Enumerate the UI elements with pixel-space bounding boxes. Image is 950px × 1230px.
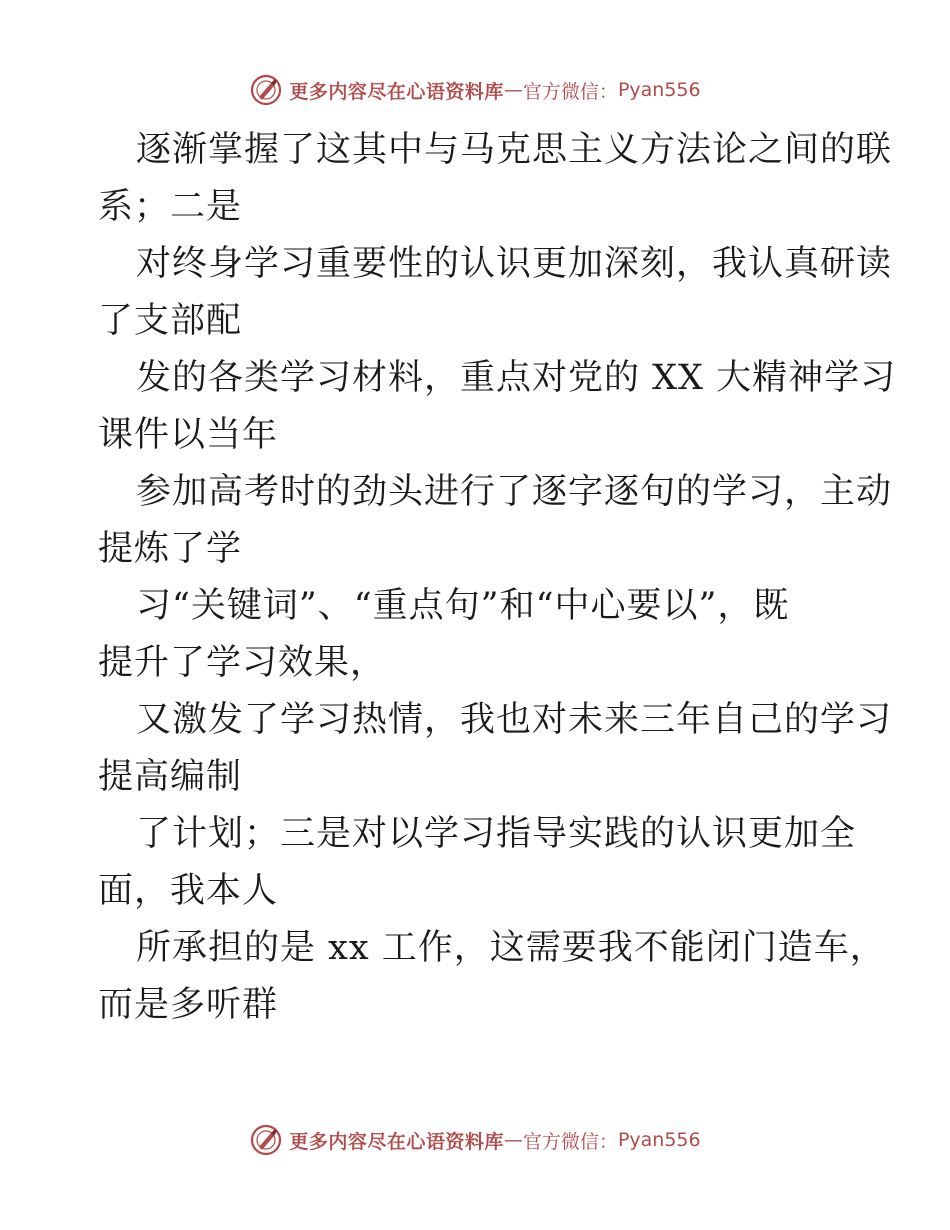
watermark-wechat-label: 官方微信：: [522, 80, 618, 103]
body-line: 逐渐掌握了这其中与马克思主义方法论之间的联: [136, 130, 893, 170]
body-line: 而是多听群: [98, 985, 279, 1025]
footer-watermark: [0, 1122, 950, 1158]
body-line: 所承担的是 xx 工作，这需要我不能闭门造车，: [136, 928, 886, 968]
watermark-wechat-id: Pyan556: [617, 79, 701, 101]
body-line: 习“关键词”、“重点句”和“中心要以”，既: [136, 586, 790, 626]
watermark-brand: 更多内容尽在心语资料库: [289, 1130, 504, 1153]
body-line: 系；二是: [98, 187, 243, 227]
body-line: 对终身学习重要性的认识更加深刻，我认真研读: [136, 244, 893, 284]
watermark-wechat-label: 官方微信：: [522, 1130, 618, 1153]
body-line: 了支部配: [98, 301, 243, 341]
pen-logo-icon: [249, 1123, 283, 1157]
body-line: 发的各类学习材料，重点对党的 XX 大精神学习: [136, 358, 897, 398]
body-line: 参加高考时的劲头进行了逐字逐句的学习，主动: [136, 472, 893, 512]
body-line: 课件以当年: [98, 415, 279, 455]
body-line: 又激发了学习热情，我也对未来三年自己的学习: [136, 700, 893, 740]
watermark-brand: 更多内容尽在心语资料库: [289, 80, 504, 103]
body-line: 面，我本人: [98, 871, 279, 911]
pen-logo-icon: [249, 73, 283, 107]
body-line: 了计划；三是对以学习指导实践的认识更加全: [136, 814, 857, 854]
body-line: 提炼了学: [98, 529, 243, 569]
watermark-dash: —: [503, 1129, 523, 1151]
watermark-wechat-id: Pyan556: [617, 1129, 701, 1151]
document-body: [98, 122, 897, 1034]
body-line: 提升了学习效果，: [98, 643, 387, 683]
header-watermark: [0, 72, 950, 108]
body-line: 提高编制: [98, 757, 243, 797]
watermark-dash: —: [503, 79, 523, 101]
